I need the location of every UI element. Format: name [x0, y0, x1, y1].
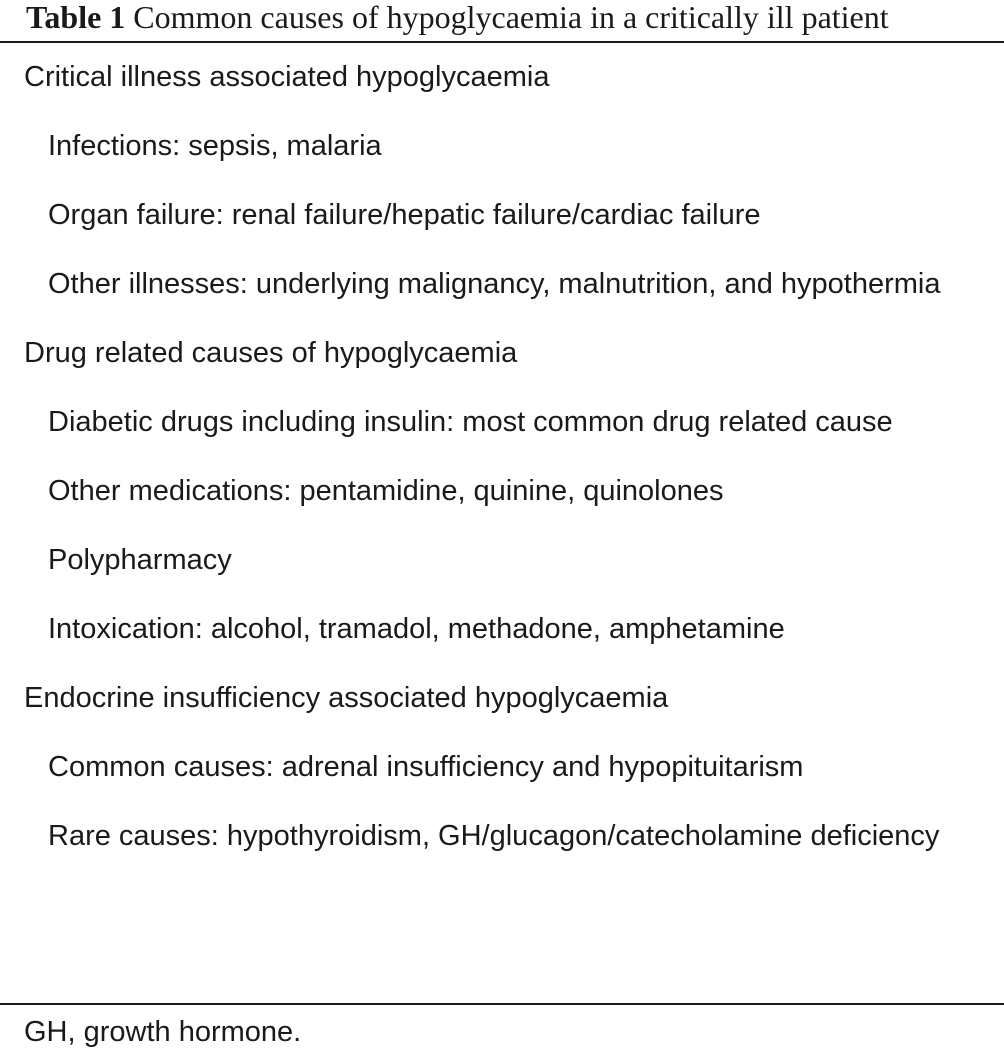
table-row-diabetic-drugs: Diabetic drugs including insulin: most common drug related cause: [48, 406, 893, 438]
table-top-rule: [0, 41, 1004, 43]
table-row-infections: Infections: sepsis, malaria: [48, 130, 382, 162]
table-body: [0, 55, 1004, 859]
section-heading-critical-illness: Critical illness associated hypoglycaemia: [24, 61, 550, 93]
section-heading-drug-related: Drug related causes of hypoglycaemia: [24, 337, 518, 369]
table-caption-label: Table 1: [26, 0, 126, 35]
section-heading-endocrine: Endocrine insufficiency associated hypoglycaemia: [24, 682, 669, 714]
table-row-rare-causes: Rare causes: hypothyroidism, GH/glucagon/catecholamine deficiency: [48, 820, 940, 852]
table-row-other-illnesses: Other illnesses: underlying malignancy, malnutrition, and hypothermia: [48, 268, 941, 300]
table-row-polypharmacy: Polypharmacy: [48, 544, 232, 576]
table-row-organ-failure: Organ failure: renal failure/hepatic failure/cardiac failure: [48, 199, 761, 231]
table-row-common-causes: Common causes: adrenal insufficiency and hypopituitarism: [48, 751, 804, 783]
table-bottom-rule: [0, 1003, 1004, 1005]
table-caption: [26, 0, 889, 34]
table-row-other-medications: Other medications: pentamidine, quinine, quinolones: [48, 475, 724, 507]
table-row-intoxication: Intoxication: alcohol, tramadol, methadone, amphetamine: [48, 613, 785, 645]
table-caption-text: Common causes of hypoglycaemia in a critically ill patient: [133, 0, 889, 35]
table-footnote: GH, growth hormone.: [24, 1016, 302, 1048]
